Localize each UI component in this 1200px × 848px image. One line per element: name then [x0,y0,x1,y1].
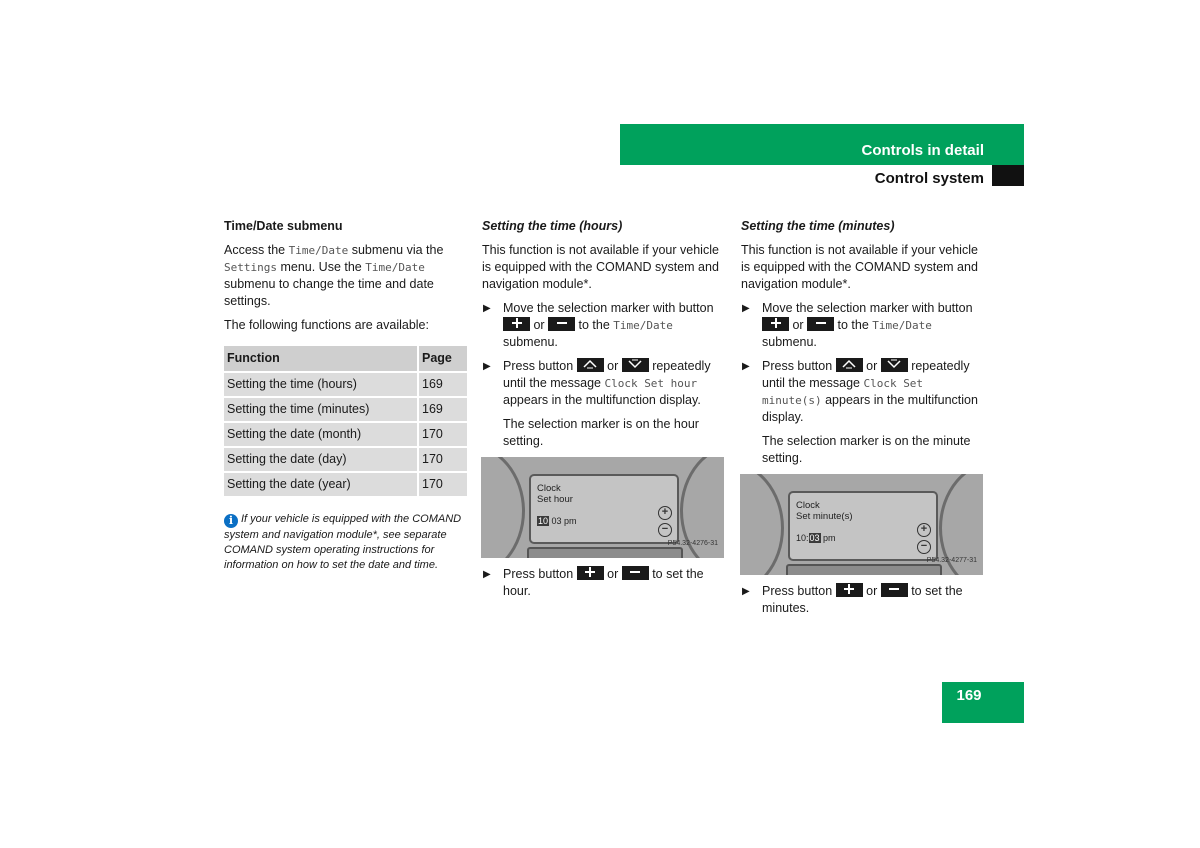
table-cell: 169 [418,372,467,397]
bullet-arrow-icon: ▶ [742,303,750,314]
image-code: P54.32-4277-31 [926,557,977,564]
display-text: Settings [224,261,277,274]
text: Move the selection marker with button [503,301,714,315]
subsection-title: Control system [874,170,984,187]
paragraph-availability: This function is not available if your vehicle is equipped with the COMAND system and navigation module*. [741,243,978,291]
text: to the [834,318,873,332]
functions-table [224,346,467,496]
multifunction-display [788,491,938,561]
display-line-1: Clock [796,500,820,511]
gauge-left [481,457,525,558]
table-cell: 170 [418,447,467,472]
time-hour: 10: [796,533,809,543]
text: menu. Use the [276,260,366,274]
heading-setting-minutes: Setting the time (minutes) [741,219,895,233]
text: Access the [224,243,289,257]
text: Move the selection marker with button [762,301,973,315]
down-button-icon [881,358,908,372]
column-time-date-submenu [224,218,468,573]
heading-time-date-submenu: Time/Date submenu [224,219,343,233]
minus-button-icon [807,317,834,331]
display-text: Clock Set hour [604,377,698,390]
gauge-left [740,474,784,575]
paragraph-availability: This function is not available if your vehicle is equipped with the COMAND system and navigation module*. [482,243,719,291]
heading-setting-hours: Setting the time (hours) [482,219,623,233]
info-icon: i [224,514,238,528]
image-code: P54.32-4276-31 [667,540,718,547]
minus-button-icon [548,317,575,331]
text: or [603,567,622,581]
paragraph-access [224,242,468,310]
table-cell: 169 [418,397,467,422]
paragraph-functions: The following functions are available: [224,318,429,332]
plus-button-icon [503,317,530,331]
column-header-function: Function [224,346,418,372]
table-cell: 170 [418,472,467,496]
display-text: Clock Set minute(s) [762,377,924,407]
table-cell: Setting the time (hours) [224,372,418,397]
section-tab-marker [992,165,1024,186]
minus-icon: − [658,523,672,537]
plus-button-icon [836,583,863,597]
table-cell: Setting the date (year) [224,472,418,496]
column-setting-minutes [741,218,985,624]
table-row [224,472,467,496]
lower-display-panel [786,564,942,575]
text: to set the hour. [503,567,704,598]
text: submenu. [503,335,558,349]
text: or [862,584,881,598]
table-cell: Setting the date (day) [224,447,418,472]
minus-button-icon [622,566,649,580]
column-header-page: Page [418,346,467,372]
text: appears in the multifunction display. [503,393,701,407]
step-move-marker [482,300,726,351]
step-press-updown [482,358,726,409]
text: submenu to change the time and date settings. [224,277,434,308]
step-set-minutes [741,583,985,617]
table-row [224,397,467,422]
display-line-2: Set hour [537,494,573,505]
text: Press button [762,584,836,598]
plus-icon: + [917,523,931,537]
display-text: Time/Date [365,261,425,274]
minus-icon: − [917,540,931,554]
text: Press button [503,567,577,581]
plus-button-icon [577,566,604,580]
info-note-text: If your vehicle is equipped with the COMAND system and navigation module*, see separate COMAND system operating instructions for information on how to set the date and time. [224,513,462,571]
display-line-1: Clock [537,483,561,494]
paragraph-marker-hour: The selection marker is on the hour setting. [503,417,699,448]
display-illustration-hour [481,457,724,558]
table-cell: 170 [418,422,467,447]
display-text: Time/Date [613,319,673,332]
bullet-arrow-icon: ▶ [742,586,750,597]
up-button-icon [577,358,604,372]
table-cell: Setting the time (minutes) [224,397,418,422]
text: or [862,359,881,373]
table-row [224,447,467,472]
display-text: Time/Date [288,244,349,257]
text: submenu. [762,335,817,349]
display-illustration-minute [740,474,983,575]
display-time [537,513,577,530]
text: Press button [762,359,836,373]
down-button-icon [622,358,649,372]
display-line-2: Set minute(s) [796,511,853,522]
bullet-arrow-icon: ▶ [483,303,491,314]
plus-button-icon [762,317,789,331]
text: repeatedly until the message [762,359,970,390]
multifunction-display [529,474,679,544]
selected-minute: 03 [809,533,820,543]
text: submenu via the [348,243,444,257]
column-setting-hours [482,218,726,607]
time-rest: 03 pm [549,516,577,526]
section-title: Controls in detail [861,142,984,159]
text: to the [575,318,614,332]
lower-display-panel [527,547,683,558]
text: or [603,359,622,373]
bullet-arrow-icon: ▶ [742,361,750,372]
table-header-row [224,346,467,372]
paragraph-marker-minute: The selection marker is on the minute setting. [762,434,971,465]
display-time [796,530,836,547]
text: or [530,318,549,332]
table-row [224,422,467,447]
info-note [224,512,468,573]
table-row [224,372,467,397]
page-number: 169 [956,687,982,704]
up-button-icon [836,358,863,372]
plus-icon: + [658,506,672,520]
step-set-hour [482,566,726,600]
text: to set the minutes. [762,584,963,615]
text: repeatedly until the message [503,359,711,390]
selected-hour: 10 [538,516,549,526]
text: or [789,318,808,332]
display-text: Time/Date [872,319,932,332]
text: Press button [503,359,577,373]
minus-button-icon [881,583,908,597]
bullet-arrow-icon: ▶ [483,361,491,372]
time-rest: pm [820,533,836,543]
text: appears in the multifunction display. [762,393,978,424]
step-move-marker [741,300,985,351]
table-cell: Setting the date (month) [224,422,418,447]
bullet-arrow-icon: ▶ [483,569,491,580]
step-press-updown [741,358,985,426]
